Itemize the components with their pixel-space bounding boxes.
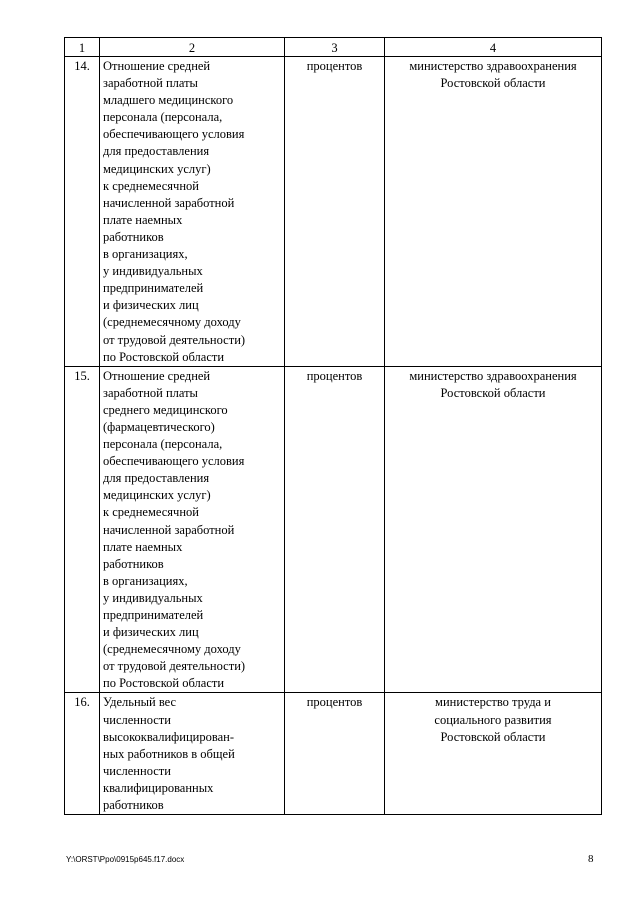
indicator-line: к среднемесячной: [103, 178, 199, 193]
indicator-line: от трудовой деятельности): [103, 659, 246, 674]
indicator-line: обеспечивающего условия: [103, 454, 245, 469]
indicator-line: плате наемных: [103, 212, 183, 227]
indicator-line: предпринимателей: [103, 608, 204, 622]
responsible-cell: [385, 693, 602, 815]
indicator-line: для предоставления: [103, 471, 210, 486]
indicator-line: Отношение средней: [103, 59, 211, 73]
indicator-line: Удельный вес: [103, 695, 177, 710]
indicator-line: обеспечивающего условия: [103, 127, 245, 142]
unit-cell: процентов: [285, 57, 385, 367]
responsible-line: Ростовской области: [440, 76, 546, 91]
responsible-line: министерство здравоохранения: [409, 368, 577, 383]
indicator-line: для предоставления: [103, 144, 210, 159]
table-body: [65, 57, 602, 815]
responsible-cell: [385, 57, 602, 367]
responsible-line: социального развития: [434, 712, 552, 727]
table-row: [65, 57, 602, 367]
indicator-line: (среднемесячному доходу: [103, 315, 241, 330]
indicator-cell: [100, 57, 285, 367]
indicator-line: младшего медицинского: [103, 93, 234, 108]
indicator-line: медицинских услуг): [103, 161, 211, 176]
indicator-line: начисленной заработной: [103, 522, 235, 537]
indicator-line: и физических лиц: [103, 298, 199, 313]
indicator-line: заработной платы: [103, 76, 198, 91]
indicator-line: предпринимателей: [103, 281, 204, 296]
indicator-line: работников: [103, 556, 164, 571]
indicator-line: заработной платы: [103, 385, 198, 400]
indicator-line: в организациях,: [103, 247, 188, 262]
header-col-2: 2: [100, 38, 285, 57]
indicator-line: плате наемных: [103, 539, 183, 554]
indicator-line: начисленной заработной: [103, 195, 235, 210]
table-row: [65, 366, 602, 693]
unit-cell: процентов: [285, 366, 385, 693]
responsible-line: министерство труда и: [435, 695, 551, 710]
indicator-line: по Ростовской области: [103, 676, 225, 691]
header-col-3: 3: [285, 38, 385, 57]
indicator-line: у индивидуальных: [103, 590, 203, 605]
indicator-line: квалифицированных: [103, 780, 214, 795]
indicator-line: персонала (персонала,: [103, 110, 223, 125]
header-col-4: 4: [385, 38, 602, 57]
indicator-line: персонала (персонала,: [103, 437, 223, 452]
row-number: 15.: [65, 366, 100, 693]
indicator-line: среднего медицинского: [103, 402, 228, 417]
indicator-line: Отношение средней: [103, 368, 211, 383]
responsible-line: Ростовской области: [440, 385, 546, 400]
indicator-line: работников: [103, 798, 164, 813]
indicator-line: от трудовой деятельности): [103, 332, 246, 347]
row-number: 16.: [65, 693, 100, 815]
header-col-1: 1: [65, 38, 100, 57]
table-header-row: [65, 38, 602, 57]
page-number: 8: [588, 853, 594, 865]
indicator-line: у индивидуальных: [103, 264, 203, 279]
indicator-cell: [100, 693, 285, 815]
responsible-line: министерство здравоохранения: [409, 59, 577, 73]
table-row: [65, 693, 602, 815]
indicator-line: в организациях,: [103, 573, 188, 588]
indicator-line: численности: [103, 763, 171, 778]
indicator-cell: [100, 366, 285, 693]
responsible-line: Ростовской области: [440, 729, 546, 744]
indicator-line: работников: [103, 229, 164, 244]
indicator-line: высококвалифицирован-: [103, 729, 234, 744]
indicator-line: по Ростовской области: [103, 349, 225, 364]
indicator-line: (среднемесячному доходу: [103, 642, 241, 657]
indicator-line: численности: [103, 712, 171, 727]
responsible-cell: [385, 366, 602, 693]
row-number: 14.: [65, 57, 100, 367]
indicator-line: медицинских услуг): [103, 488, 211, 503]
indicators-table: [64, 37, 602, 815]
unit-cell: процентов: [285, 693, 385, 815]
indicator-line: ных работников в общей: [103, 746, 235, 761]
indicator-line: (фармацевтического): [103, 419, 215, 434]
footer-file-path: Y:\ORST\Ppo\0915p645.f17.docx: [66, 855, 185, 864]
indicator-line: к среднемесячной: [103, 505, 199, 520]
indicator-line: и физических лиц: [103, 625, 199, 640]
